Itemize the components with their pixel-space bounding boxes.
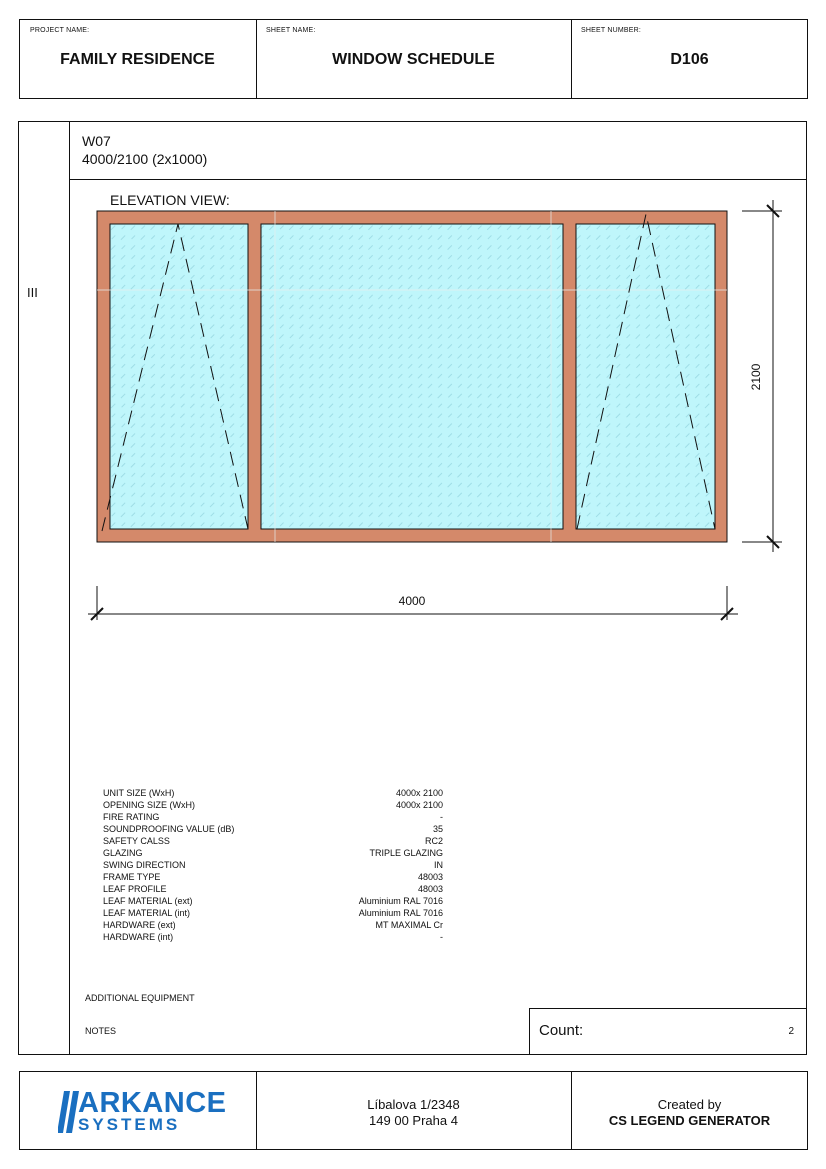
logo-wordmark: ARKANCE — [78, 1087, 227, 1119]
generator-name: CS LEGEND GENERATOR — [608, 1113, 771, 1128]
sheet-number-label: SHEET NUMBER: — [581, 27, 642, 34]
elevation-view-title: ELEVATION VIEW: — [110, 192, 230, 208]
center-fixed-glass — [261, 224, 563, 529]
arkance-logo — [58, 1088, 238, 1136]
spec-label: LEAF MATERIAL (int) — [103, 908, 191, 918]
spec-label: OPENING SIZE (WxH) — [103, 800, 195, 810]
left-sash-glass — [110, 224, 248, 529]
notes-label: NOTES — [85, 1026, 117, 1036]
logo-subtext: SYSTEMS — [78, 1115, 181, 1134]
spec-label: FIRE RATING — [103, 812, 160, 822]
spec-value: Aluminium RAL 7016 — [358, 908, 443, 918]
spec-value: IN — [434, 860, 443, 870]
count-value: 2 — [788, 1026, 794, 1037]
spec-value: TRIPLE GLAZING — [369, 848, 443, 858]
project-name-label: PROJECT NAME: — [30, 27, 90, 34]
project-name: FAMILY RESIDENCE — [60, 51, 215, 68]
spec-value: - — [440, 932, 443, 942]
spec-value: RC2 — [424, 836, 443, 846]
sheet-name: WINDOW SCHEDULE — [332, 51, 495, 68]
spec-label: SOUNDPROOFING VALUE (dB) — [103, 824, 235, 834]
spec-value: 35 — [432, 824, 443, 834]
spec-value: - — [440, 812, 443, 822]
row-marker: III — [27, 285, 38, 300]
height-dimension-text: 2100 — [749, 363, 763, 391]
spec-value: Aluminium RAL 7016 — [358, 896, 443, 906]
additional-equipment-label: ADDITIONAL EQUIPMENT — [85, 993, 195, 1003]
spec-value: 48003 — [417, 872, 443, 882]
spec-label: UNIT SIZE (WxH) — [103, 788, 175, 798]
window-id: W07 — [82, 133, 111, 149]
spec-label: HARDWARE (int) — [103, 932, 174, 942]
spec-label: LEAF MATERIAL (ext) — [103, 896, 193, 906]
sheet-name-label: SHEET NAME: — [266, 27, 316, 34]
spec-value: MT MAXIMAL Cr — [375, 920, 443, 930]
address-line-2: 149 00 Praha 4 — [369, 1113, 458, 1128]
spec-label: HARDWARE (ext) — [103, 920, 176, 930]
spec-value: 48003 — [417, 884, 443, 894]
created-by-label: Created by — [657, 1097, 722, 1112]
spec-label: LEAF PROFILE — [103, 884, 167, 894]
window-dimensions: 4000/2100 (2x1000) — [82, 151, 208, 167]
spec-label: SWING DIRECTION — [103, 860, 186, 870]
right-sash-glass — [576, 224, 715, 529]
spec-label: FRAME TYPE — [103, 872, 161, 882]
count-label: Count: — [539, 1022, 584, 1039]
spec-label: GLAZING — [103, 848, 143, 858]
address-line-1: Líbalova 1/2348 — [367, 1097, 460, 1112]
sheet-number: D106 — [670, 51, 709, 68]
spec-value: 4000x 2100 — [395, 800, 443, 810]
spec-value: 4000x 2100 — [395, 788, 443, 798]
width-dimension-text: 4000 — [398, 594, 426, 608]
spec-label: SAFETY CALSS — [103, 836, 170, 846]
